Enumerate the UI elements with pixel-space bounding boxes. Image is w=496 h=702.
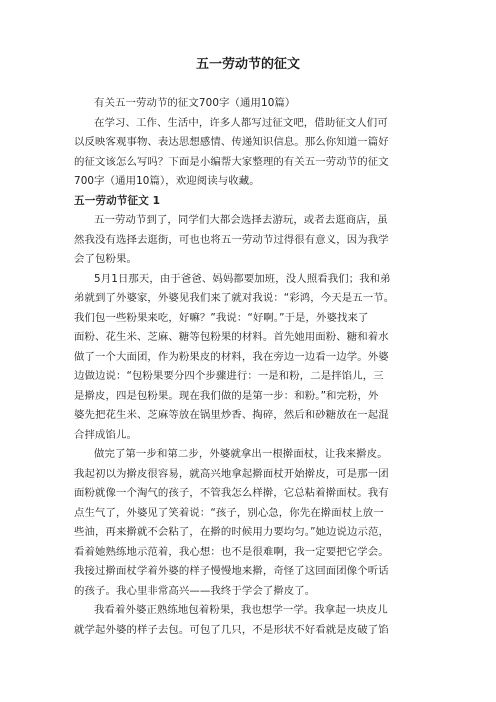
document-body — [74, 94, 423, 640]
text-line: 面粉、花生米、芝麻、糖等包粉果的材料。首先她用面粉、糖和着水 — [74, 331, 389, 343]
text-line: 边做边说：“包粉果要分四个步骤进行：一是和粉，二是拌馅儿，三 — [74, 370, 384, 382]
text-line: 婆先把花生米、芝麻等放在锅里炒香、掏碎，然后和砂糖放在一起混 — [74, 409, 389, 421]
text-line: 然我没有选择去逛街，可也也将五一劳动节过得很有意义，因为我学 — [74, 233, 389, 246]
text-line: 有关五一劳动节的征文700字（通用10篇） — [94, 97, 296, 109]
text-line: 些油，再来擀就不会粘了，在擀的时候用力要均匀。”她边说边示范， — [74, 526, 389, 538]
text-line: 的征文该怎么写吗？下面是小编帮大家整理的有关五一劳动节的征文 — [74, 155, 389, 168]
text-line: 在学习、工作、生活中，许多人都写过征文吧，借助征文人们可 — [94, 116, 388, 129]
text-line: 点生气了，外婆见了笑着说：“孩子，别心急，你先在擀面杖上放一 — [74, 506, 384, 519]
text-line: 以反映客观事物、表达思想感情、传递知识信息。那么你知道一篇好 — [74, 136, 389, 148]
text-line: 合拌成馅儿。 — [74, 428, 137, 441]
text-line: 700字（通用10篇），欢迎阅读与收藏。 — [74, 175, 260, 187]
text-line: 五一劳动节到了，同学们大都会选择去游玩，或者去逛商店，虽 — [94, 214, 388, 226]
text-line: 看着她熟练地示范着，我心想：也不是很难啊，我一定要把它学会。 — [74, 545, 389, 558]
text-line: 就学起外婆的样子去包。可包了几只，不是形状不好看就是皮破了馅 — [74, 623, 389, 636]
document-title: 五一劳动节的征文 — [195, 57, 300, 72]
text-line: 我看着外婆正熟练地包着粉果，我也想学一学。我拿起一块皮儿 — [94, 604, 388, 616]
text-line: 弟就到了外婆家，外婆见我们来了就对我说：“彩鸿，今天是五一节。 — [74, 292, 395, 304]
text-line: 我们包一些粉果来吃，好嘛？”我说：“好啊。”于是，外婆找来了 — [74, 311, 369, 324]
text-line: 做完了第一步和第二步，外婆就拿出一根擀面杖，让我来擀皮。 — [94, 448, 388, 460]
text-line: 面粉就像一个淘气的孩子，不管我怎么样擀，它总粘着擀面杖。我有 — [74, 487, 389, 499]
text-line: 我起初以为擀皮很容易，就高兴地拿起擀面杖开始擀皮，可是那一团 — [74, 467, 389, 480]
text-line: 是擀皮，四是包粉果。现在我们做的是第一步：和粉。”和完粉，外 — [74, 389, 379, 402]
text-line: 会了包粉果。 — [74, 253, 137, 265]
text-line: 我接过擀面杖学着外婆的样子慢慢地来擀，奇怪了这回面团像个听话 — [74, 565, 389, 577]
section-heading: 五一劳动节征文 1 — [74, 194, 161, 207]
text-line: 5月1日那天，由于爸爸、妈妈都要加班，没人照看我们；我和弟 — [94, 272, 391, 285]
text-line: 的孩子。我心里非常高兴——我终于学会了擀皮了。 — [74, 584, 316, 597]
text-line: 做了一个大面团，作为粉果皮的材料，我在旁边一边看一边学。外婆 — [74, 350, 389, 363]
